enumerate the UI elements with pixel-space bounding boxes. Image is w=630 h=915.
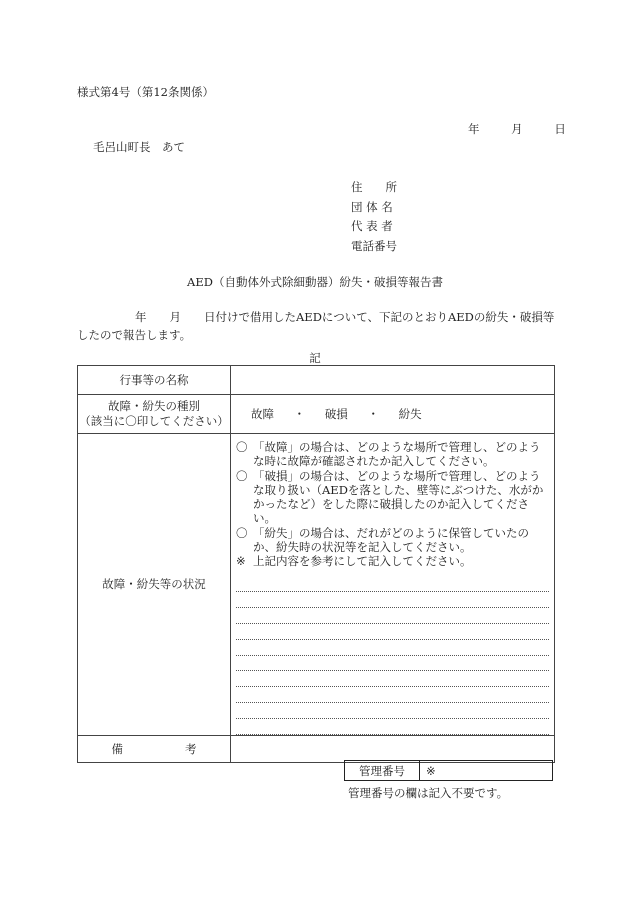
writing-lines	[236, 577, 549, 735]
control-number-label: 管理番号	[345, 761, 420, 781]
field-organization: 団 体 名	[351, 199, 393, 214]
report-table	[77, 365, 555, 763]
writing-line[interactable]	[236, 687, 549, 703]
date-year: 年	[468, 122, 480, 136]
control-number-box	[344, 760, 553, 781]
writing-line[interactable]	[236, 624, 549, 640]
remarks-label: 備 考	[78, 735, 231, 762]
intro-line-1: 年 月 日付けで借用したAEDについて、下記のとおりAEDの紛失・破損等	[135, 310, 555, 324]
writing-line[interactable]	[236, 671, 549, 687]
field-phone: 電話番号	[351, 238, 397, 253]
situation-field[interactable]	[231, 434, 555, 736]
damage-type-label: 故障・紛失の種別 （該当に〇印してください）	[78, 395, 231, 434]
note-damage: 〇 「破損」の場合は、どのような場所で管理し、どのような取り扱い（AEDを落とした、壁等にぶつけた、水がかかったなど）をした際に破損したのか記入してください。	[236, 468, 544, 526]
field-representative: 代 表 者	[351, 219, 393, 233]
writing-line[interactable]	[236, 640, 549, 656]
addressee: 毛呂山町長 あて	[93, 140, 185, 154]
writing-line[interactable]	[236, 608, 549, 624]
choice-damage[interactable]: 破損	[324, 407, 348, 421]
note-failure: 〇 「故障」の場合は、どのような場所で管理し、どのような時に故障が確認されたか記入してください。	[236, 440, 541, 469]
date-line	[468, 121, 566, 137]
date-month: 月	[511, 122, 523, 136]
choice-loss[interactable]: 紛失	[398, 407, 422, 421]
event-name-field[interactable]	[231, 366, 555, 395]
applicant-fields	[351, 178, 397, 256]
intro-line-2: したので報告します。	[77, 328, 192, 342]
situation-label: 故障・紛失等の状況	[78, 434, 231, 736]
document-title: AED（自動体外式除細動器）紛失・破損等報告書	[187, 275, 443, 289]
remarks-field[interactable]	[231, 735, 555, 762]
control-number-note: 管理番号の欄は記入不要です。	[348, 786, 509, 800]
note-reference: ※ 上記内容を参考にして記入してください。	[236, 554, 472, 569]
ki-label: 記	[309, 351, 321, 365]
writing-line[interactable]	[236, 703, 549, 719]
writing-line[interactable]	[236, 592, 549, 608]
writing-line[interactable]	[236, 656, 549, 672]
writing-line[interactable]	[236, 577, 549, 593]
damage-type-choices[interactable]: 故障 ・ 破損 ・ 紛失	[231, 395, 555, 434]
date-day: 日	[554, 122, 566, 136]
choice-failure[interactable]: 故障	[251, 407, 274, 421]
writing-line[interactable]	[236, 719, 549, 735]
note-loss: 〇 「紛失」の場合は、だれがどのように保管していたのか、紛失時の状況等を記入してください。	[236, 525, 529, 555]
field-address: 住 所	[351, 180, 397, 194]
form-number: 様式第4号（第12条関係）	[77, 85, 214, 99]
control-number-field: ※	[420, 761, 553, 781]
event-name-label: 行事等の名称	[78, 366, 231, 395]
